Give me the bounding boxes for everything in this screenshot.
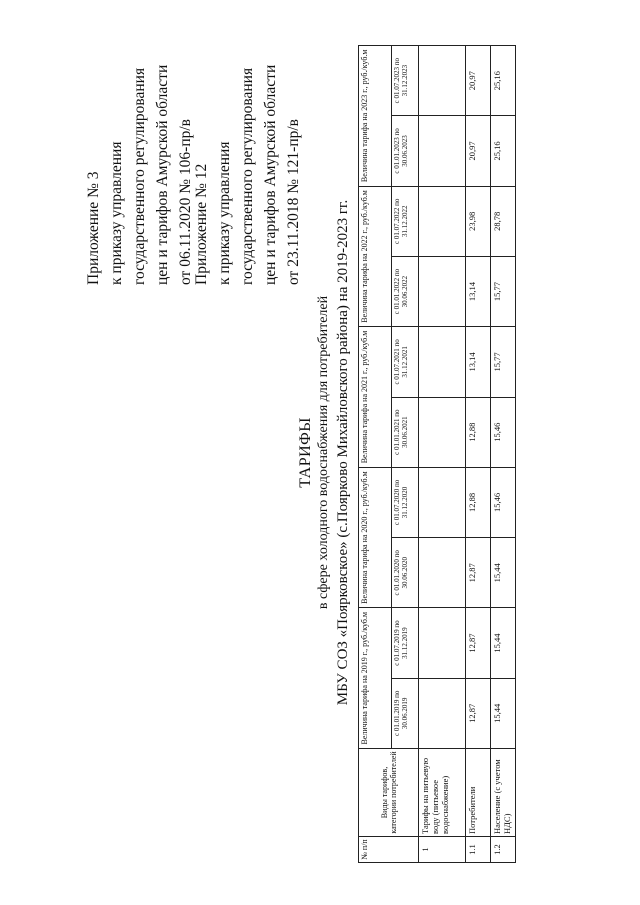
appendix-line: от 23.11.2018 № 121-пр/в	[285, 119, 302, 285]
appendix-line: Приложение № 12	[193, 163, 210, 285]
tariff-cell: 13,14	[466, 256, 491, 326]
appendix-line: государственного регулирования	[239, 67, 256, 285]
row-num: 1.2	[491, 837, 516, 863]
tariff-cell: 25,16	[491, 46, 516, 116]
header-num: № п/п	[359, 837, 419, 863]
tariff-cell: 15,46	[491, 397, 516, 467]
header-period: с 01.01.2023 по 30.06.2023	[392, 116, 419, 186]
tariff-cell	[419, 678, 466, 748]
header-year-2021: Величина тарифа на 2021 г., руб./куб.м	[359, 327, 392, 468]
row-name: Население (с учетом НДС)	[491, 749, 516, 837]
appendix-line: цен и тарифов Амурской области	[262, 64, 279, 285]
row-num: 1.1	[466, 837, 491, 863]
row-name: Тарифы на питьевую воду (питьевое водоснабжение)	[419, 749, 466, 837]
table-row	[419, 46, 466, 863]
tariff-cell: 13,14	[466, 327, 491, 397]
tariff-cell: 15,46	[491, 467, 516, 537]
appendix-original	[190, 65, 305, 285]
tariff-cell: 15,44	[491, 608, 516, 678]
document-title: ТАРИФЫ	[297, 417, 314, 488]
header-period: с 01.07.2021 по 31.12.2021	[392, 327, 419, 397]
tariff-cell	[419, 46, 466, 116]
header-period: с 01.07.2022 по 31.12.2022	[392, 186, 419, 256]
tariff-cell	[419, 327, 466, 397]
row-name: Потребители	[466, 749, 491, 837]
tariff-cell	[419, 116, 466, 186]
tariff-cell: 12,88	[466, 397, 491, 467]
tariff-cell: 15,44	[491, 538, 516, 608]
header-period: с 01.01.2021 по 30.06.2021	[392, 397, 419, 467]
tariff-cell: 12,87	[466, 678, 491, 748]
tariff-cell: 12,87	[466, 608, 491, 678]
tariff-cell: 20,97	[466, 116, 491, 186]
tariff-cell: 12,88	[466, 467, 491, 537]
tariff-cell: 20,97	[466, 46, 491, 116]
document-subtitle: в сфере холодного водоснабжения для потребителей	[316, 295, 331, 610]
header-period: с 01.07.2020 по 31.12.2020	[392, 467, 419, 537]
tariff-cell	[419, 608, 466, 678]
header-year-2019: Величина тарифа на 2019 г., руб./куб.м	[359, 608, 392, 749]
header-year-2022: Величина тарифа на 2022 г., руб./куб.м	[359, 186, 392, 327]
header-period: с 01.07.2023 по 31.12.2023	[392, 46, 419, 116]
tariff-cell: 25,16	[491, 116, 516, 186]
tariff-cell	[419, 186, 466, 256]
tariff-cell	[419, 256, 466, 326]
table-row	[466, 46, 491, 863]
tariff-cell: 12,87	[466, 538, 491, 608]
header-period: с 01.01.2020 по 30.06.2020	[392, 538, 419, 608]
table-subheader-row	[392, 46, 419, 863]
header-year-2020: Величина тарифа на 2020 г., руб./куб.м	[359, 467, 392, 608]
header-period: с 01.01.2022 по 30.06.2022	[392, 256, 419, 326]
table-header-row	[359, 46, 392, 863]
header-type: Виды тарифов, категории потребителей	[359, 749, 419, 837]
tariff-cell: 23,98	[466, 186, 491, 256]
tariff-cell: 15,44	[491, 678, 516, 748]
tariff-table	[358, 45, 516, 863]
tariff-cell	[419, 397, 466, 467]
tariff-cell	[419, 467, 466, 537]
table-row	[491, 46, 516, 863]
appendix-line: к приказу управления	[108, 141, 125, 285]
header-year-2023: Величина тарифа на 2023 г., руб./куб.м	[359, 46, 392, 187]
appendix-line: к приказу управления	[216, 141, 233, 285]
document-subtitle-org: МБУ СОЗ «Поярковское» (с.Поярково Михайловского района) на 2019-2023 гг.	[335, 199, 351, 706]
appendix-line: от 06.11.2020 № 106-пр/в	[177, 119, 194, 285]
row-num: 1	[419, 837, 466, 863]
tariff-cell	[419, 538, 466, 608]
header-period: с 01.01.2019 по 30.06.2019	[392, 678, 419, 748]
tariff-cell: 15,77	[491, 327, 516, 397]
header-period: с 01.07.2019 по 31.12.2019	[392, 608, 419, 678]
appendix-current	[82, 65, 197, 285]
tariff-cell: 15,77	[491, 256, 516, 326]
appendix-line: государственного регулирования	[131, 67, 148, 285]
tariff-cell: 28,78	[491, 186, 516, 256]
appendix-line: цен и тарифов Амурской области	[154, 64, 171, 285]
appendix-line: Приложение № 3	[85, 171, 102, 285]
